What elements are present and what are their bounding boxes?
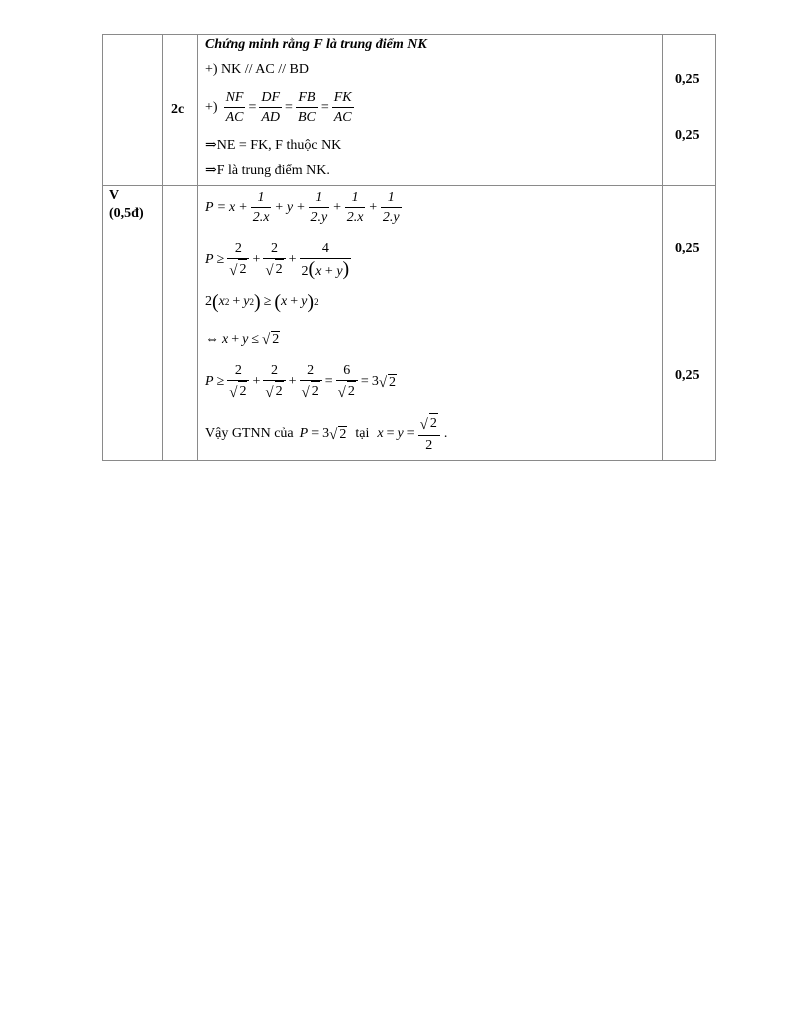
question-cell: [103, 35, 163, 186]
score-value: 0,25: [675, 368, 700, 383]
table-row: [103, 35, 716, 186]
solution-cell: [198, 186, 663, 461]
conclusion: Vậy GTNN của P = 3 √ 2 tại x = y = √ 2 2 .: [205, 413, 447, 455]
score-value: 0,25: [675, 128, 700, 143]
solution-line-ne-fk: ⇒NE = FK, F thuộc NK: [205, 138, 342, 153]
conclusion-prefix: Vậy GTNN của: [205, 426, 294, 441]
score-cell: [663, 35, 716, 186]
solution-cell: [198, 35, 663, 186]
answer-table: [102, 34, 716, 461]
ratio-fraction: $\frac{DF}{AD}$: [261, 90, 281, 125]
expression-p: P = x + $\frac{1}{2.x}$ + y + $\frac{1}{2.y}$ + $\frac{1}{2.x}$ + $\frac{1}{2.y}$: [205, 190, 400, 225]
ratio-prefix: +): [205, 99, 218, 115]
score-value: 0,25: [675, 72, 700, 87]
question-points: (0,5đ): [109, 206, 144, 221]
problem-title: Chứng minh rằng F là trung điểm NK: [205, 37, 427, 52]
ratio-fraction: $\frac{NF}{AC}$: [225, 90, 244, 125]
question-number: V: [109, 188, 120, 203]
solution-line-midpoint: ⇒F là trung điểm NK.: [205, 163, 330, 178]
score-cell: [663, 186, 716, 461]
ratio-equation: +) $\frac{NF}{AC}$ = $\frac{DF}{AD}$ = $\frac{FB}{BC}$ = $\frac{FK}{AC}$: [205, 90, 352, 125]
score-value: 0,25: [675, 241, 700, 256]
inequality-2: 2 ( x 2 + y 2 ) ≥ ( x + y ) 2: [205, 291, 319, 313]
part-label: 2c: [171, 102, 185, 117]
part-cell: [163, 35, 198, 186]
solution-line-parallel: +) NK // AC // BD: [205, 62, 309, 77]
inequality-3: ⇔ x + y ≤ √ 2: [205, 331, 280, 348]
conclusion-mid: tại: [355, 426, 370, 441]
question-cell: [103, 186, 163, 461]
table-row: [103, 186, 716, 461]
inequality-4: P ≥ 2 √ 2 + 2 √ 2 + 2 √ 2 = 6 √ 2 = 3 √ 2: [205, 363, 397, 401]
inequality-1: P ≥ 2 √ 2 + 2 √ 2 + $\frac{4}{2(x + y)}$: [205, 241, 350, 280]
part-cell: [163, 186, 198, 461]
ratio-fraction: $\frac{FK}{AC}$: [333, 90, 352, 125]
ratio-fraction: $\frac{FB}{BC}$: [297, 90, 316, 125]
